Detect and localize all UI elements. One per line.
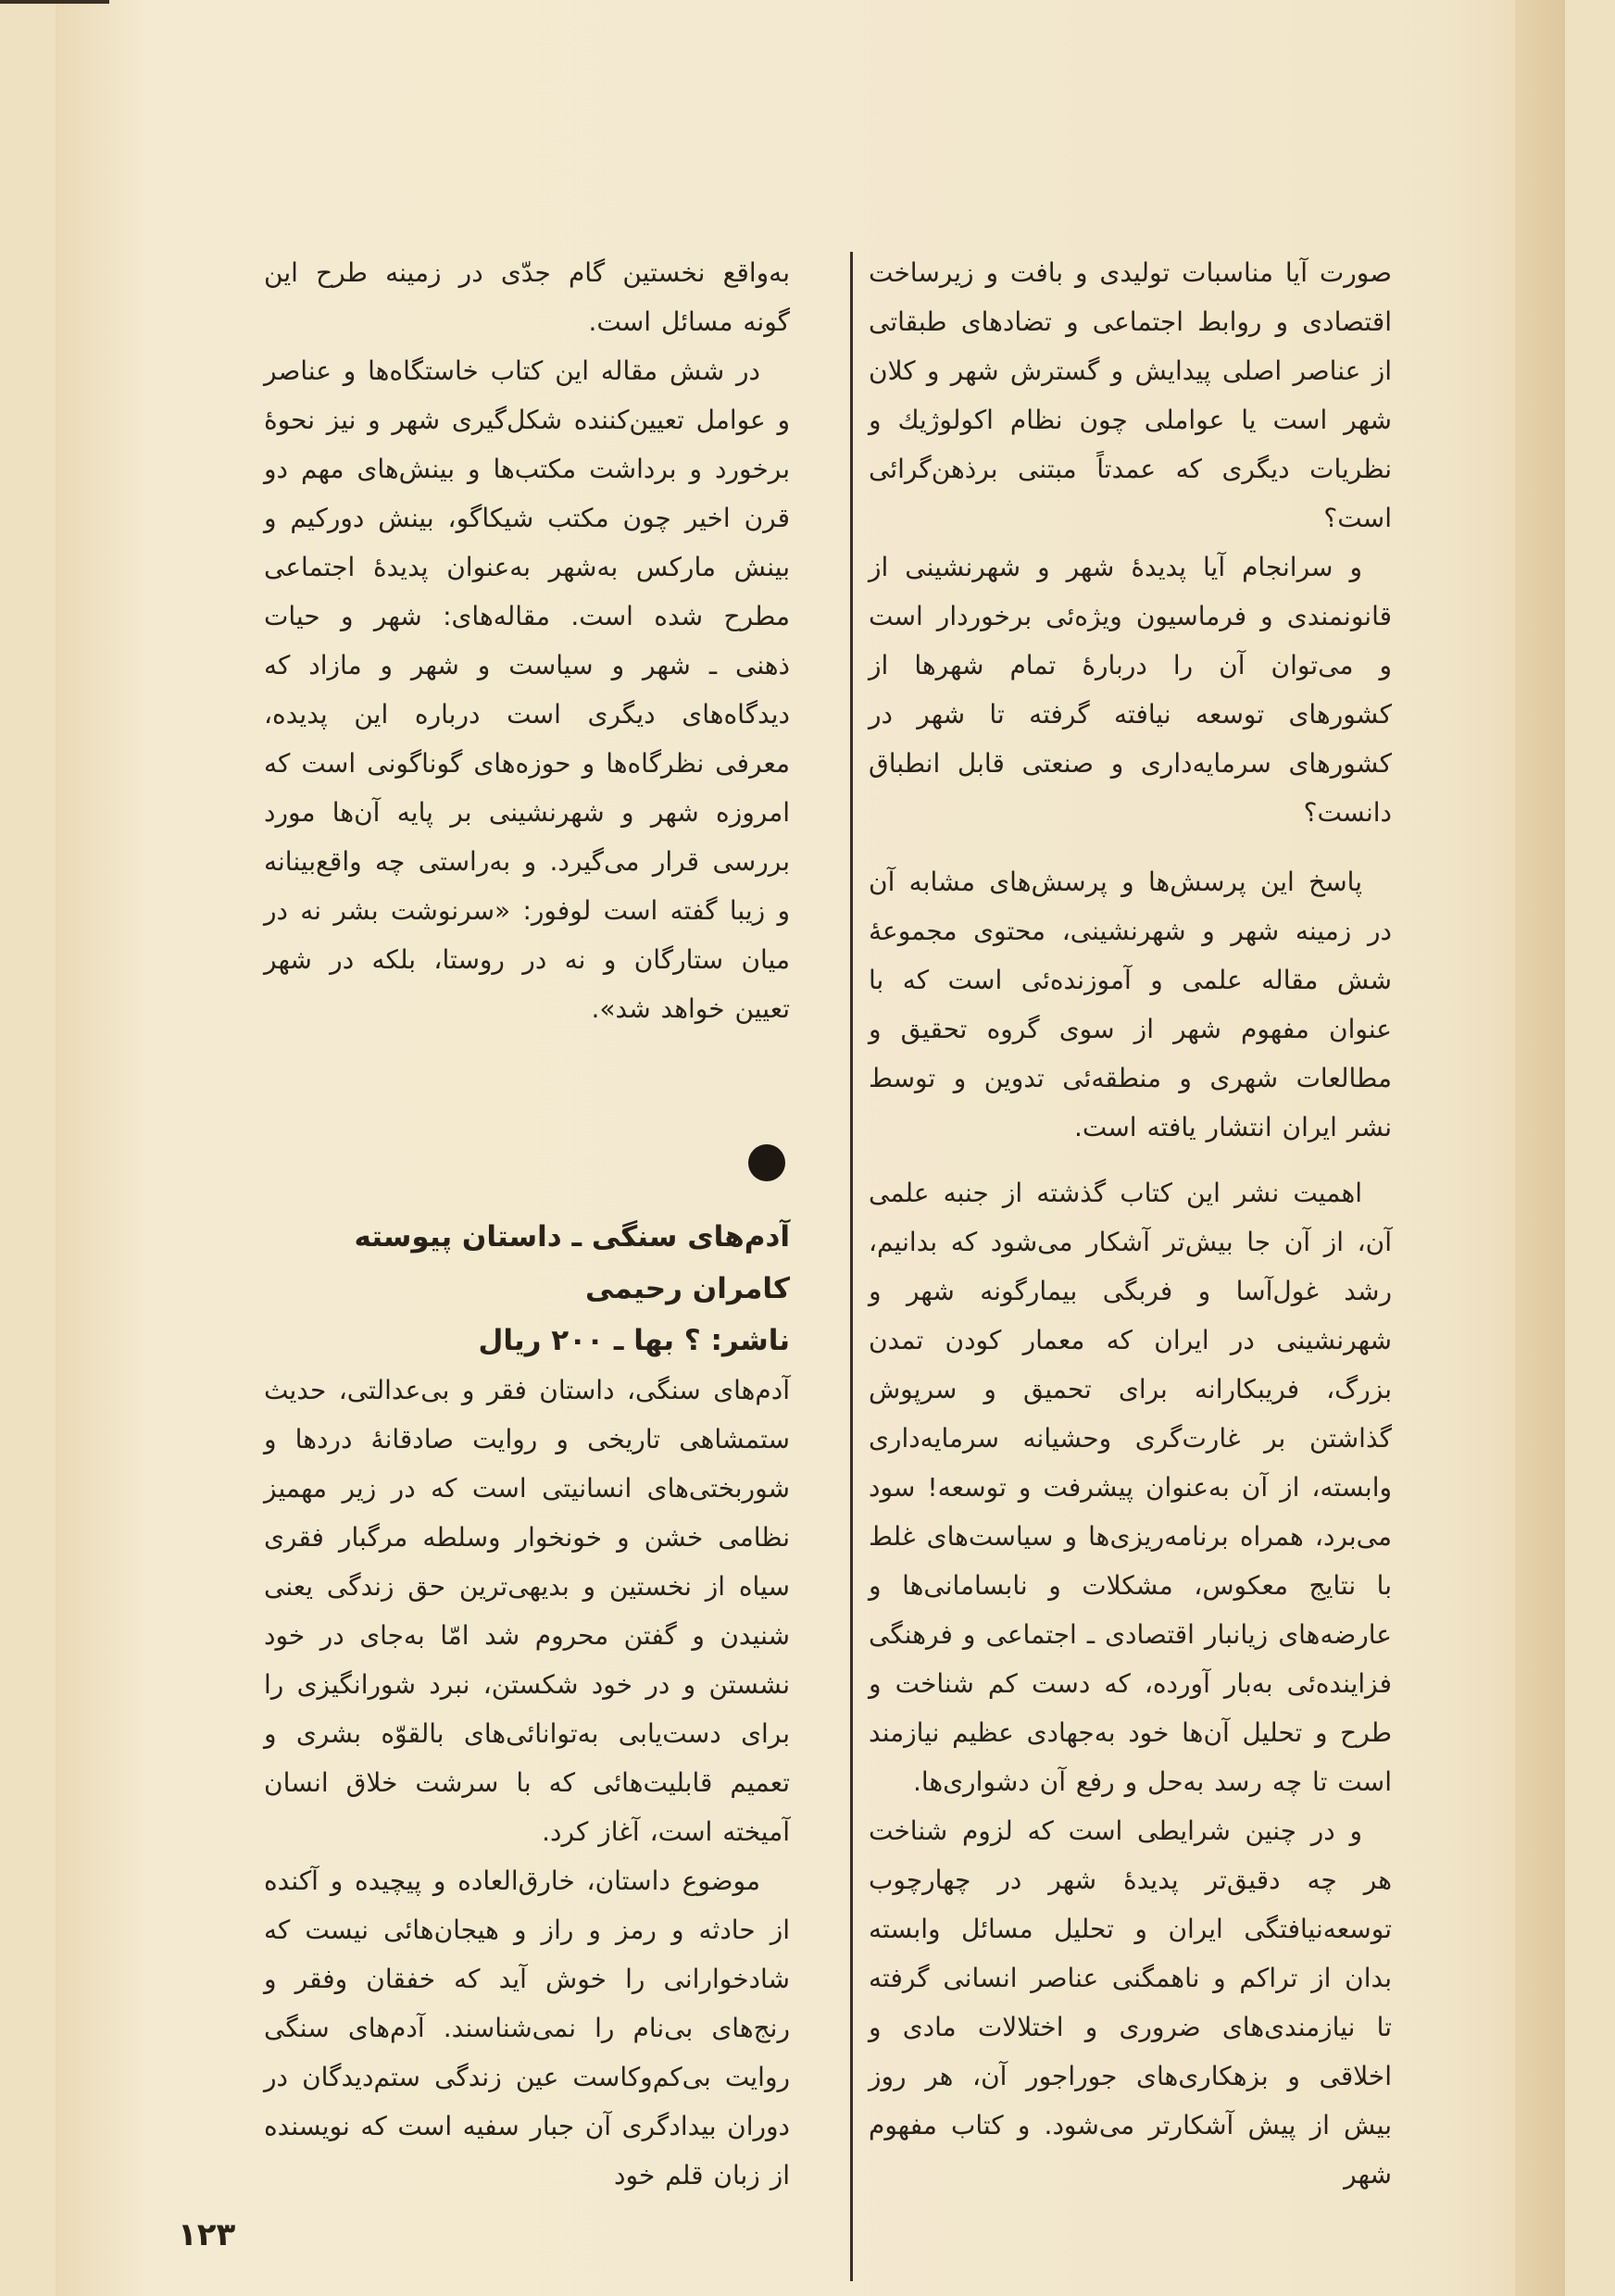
right-paragraph-4: اهمیت نشر این کتاب گذشته از جنبه علمی آن، از آن جا بیش‌تر آشکار می‌شود که بدانیم، رشد غول‌آسا و فربگی بیمارگونه شهر و شهرنشینی در ایران که معمار کودن تمدن بزرگ، فریبکارانه برای تحمیق و سرپوش گذاشتن بر غارت‌گری وحشیانه سرمایه‌داری وابسته، از آن به‌عنوان پیشرفت و توسعه! سود می‌برد، همراه برنامه‌ریزی‌ها و سیاست‌های غلط با نتایج معکوس، مشکلات و نابسامانی‌ها و عارضه‌های زیانبار اقتصادی ـ اجتماعی و فرهنگی فزاینده‌ئی به‌بار آورده، که دست کم شناخت و طرح و تحلیل آن‌ها خود به‌جهادی عظیم نیازمند است تا چه رسد به‌حل و رفع آن دشواری‌ها.: [869, 1178, 1392, 1797]
column-divider: [850, 252, 853, 2281]
right-paragraph-5: و در چنین شرایطی است که لزوم شناخت هر چه دقیق‌تر پدیدهٔ شهر در چهارچوب توسعه‌نیافتگی ایران و تحلیل مسائل وابسته بدان از تراکم و ناهمگنی عناصر انسانی گرفته تا نیازمندی‌های ضروری و اختلالات مادی و اخلاقی و بزهکاری‌های جوراجور آن، هر روز بیش از پیش آشکارتر می‌شود. و کتاب مفهوم شهر: [869, 1816, 1392, 2190]
left-column: [264, 248, 790, 1033]
book-author: کامران رحیمی: [584, 1272, 790, 1305]
page-number: ۱۲۳: [178, 2216, 236, 2253]
right-paragraph-3: پاسخ این پرسش‌ها و پرسش‌های مشابه آن در زمینه شهر و شهرنشینی، محتوی مجموعهٔ شش مقاله علمی و آموزنده‌ئی است که با عنوان مفهوم شهر از سوی گروه تحقیق و مطالعات شهری و منطقه‌ئی تدوین و توسط نشر ایران انتشار یافته است.: [869, 867, 1392, 1142]
left-paragraph-2: در شش مقاله این کتاب خاستگاه‌ها و عناصر و عوامل تعیین‌کننده شکل‌گیری شهر و نیز نحوهٔ برخورد و برداشت مکتب‌ها و بینش‌های مهم دو قرن اخیر چون مکتب شیکاگو، بینش دورکیم و بینش مارکس به‌شهر به‌عنوان پدیدهٔ اجتماعی مطرح شده است. مقاله‌های: شهر و حیات ذهنی ـ شهر و سیاست و شهر و مازاد که دیدگاه‌های دیگری است درباره این پدیده، معرفی نظرگاه‌ها و حوزه‌های گوناگونی است که امروزه شهر و شهرنشینی بر پایه آن‌ها مورد بررسی قرار می‌گیرد. و به‌راستی چه واقع‌بینانه و زیبا گفته است لوفور: «سرنوشت بشر نه در میان ستارگان و نه در روستا، بلکه در شهر تعیین خواهد شد».: [264, 356, 790, 1024]
right-column-lower: [869, 1168, 1392, 2199]
book-title: آدم‌های سنگی ـ داستان پیوسته: [354, 1220, 790, 1254]
right-paragraph-2: و سرانجام آیا پدیدهٔ شهر و شهرنشینی از قانونمندی و فرماسیون ویژه‌ئی برخوردار است و می‌توان آن را دربارهٔ تمام شهرها از کشورهای توسعه نیافته گرفته تا شهر در کشورهای سرمایه‌داری و صنعتی قابل انطباق دانست؟: [869, 552, 1392, 828]
book-publisher: ناشر: ؟ بها ـ ۲۰۰ ریال: [478, 1324, 790, 1357]
book-heading: [264, 1211, 790, 1366]
right-column: [869, 248, 1392, 1152]
section-bullet: [748, 1144, 785, 1181]
left-column-lower: [264, 1366, 790, 2200]
right-paragraph-1: صورت آیا مناسبات تولیدی و بافت و زیرساخت اقتصادی و روابط اجتماعی و تضادهای طبقاتی از عناصر اصلی پیدایش و گسترش شهر و کلان شهر است یا عواملی چون نظام اکولوژیك و نظریات دیگری که عمدتاً مبتنی برذهن‌گرائی است؟: [869, 257, 1392, 533]
left-paragraph-3: آدم‌های سنگی، داستان فقر و بی‌عدالتی، حدیث ستمشاهی تاریخی و روایت صادقانهٔ دردها و شوربختی‌های انسانیتی است که در زیر مهمیز نظامی خشن و خونخوار وسلطه مرگبار فقری سیاه از نخستین و بدیهی‌ترین حق زندگی یعنی شنیدن و گفتن محروم شد امّا به‌جای در خود نشستن و در خود شکستن، نبرد شورانگیزی را برای دست‌یابی به‌توانائی‌های بالقوّه بشری و تعمیم قابلیت‌هائی که با سرشت خلاق انسان آمیخته است، آغاز کرد.: [264, 1375, 790, 1847]
corner-mark: [0, 0, 109, 4]
page-edge: [1515, 0, 1565, 2296]
left-paragraph-4: موضوع داستان، خارق‌العاده و پیچیده و آکنده از حادثه و رمز و راز و هیجان‌هائی نیست که شادخوارانی را خوش آید که خفقان وفقر و رنج‌های بی‌نام را نمی‌شناسند. آدم‌های سنگی روایت بی‌کم‌وکاست عین زندگی ستم‌دیدگان در دوران بیدادگری آن جبار سفیه است که نویسنده از زبان قلم خود: [264, 1866, 790, 2190]
left-paragraph-1: به‌واقع نخستین گام جدّی در زمینه طرح این گونه مسائل است.: [264, 257, 790, 337]
